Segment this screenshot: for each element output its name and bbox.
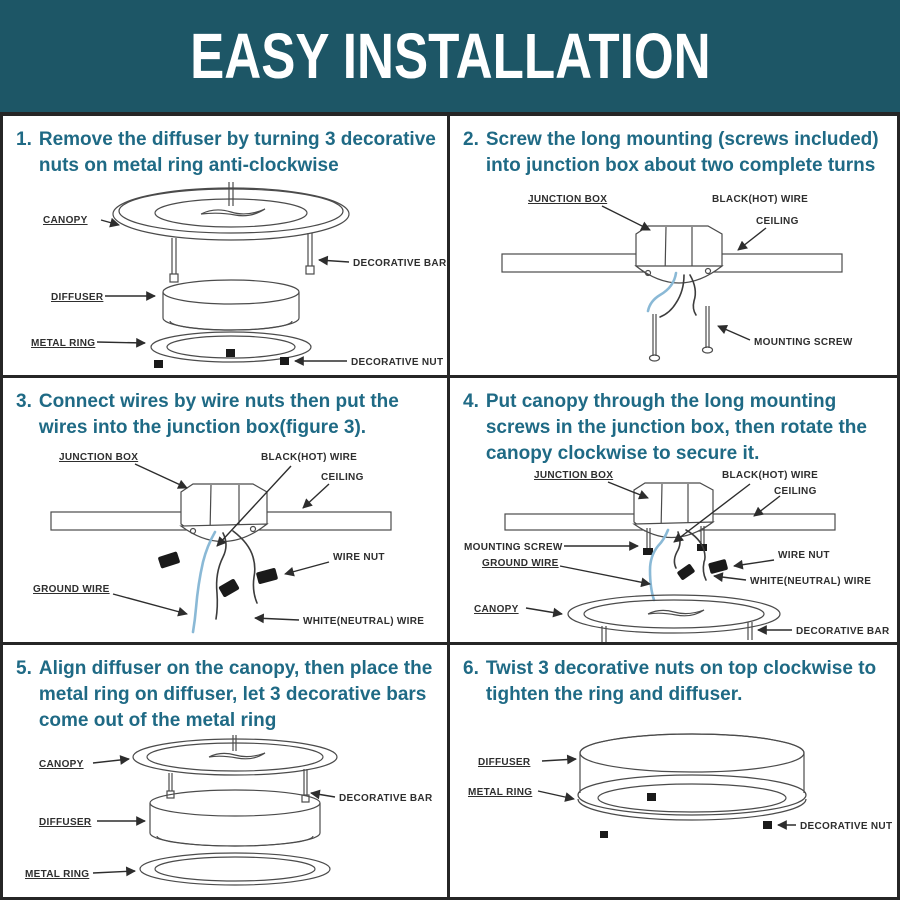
step-number: 6. xyxy=(463,658,479,679)
step2-heading xyxy=(450,116,897,179)
mounting-screw-drawing xyxy=(650,306,713,361)
mounting-screw-label: MOUNTING SCREW xyxy=(464,542,563,553)
junction-box-drawing xyxy=(181,484,267,542)
ceiling-label: CEILING xyxy=(774,486,817,497)
page-title: EASY INSTALLATION xyxy=(189,20,711,92)
metal-ring-label: METAL RING xyxy=(31,338,96,349)
wire-nut-label: WIRE NUT xyxy=(778,550,830,561)
step4-panel xyxy=(450,378,897,645)
step3-heading xyxy=(3,378,447,441)
white-wire-drawing xyxy=(233,531,257,603)
black-hot-wire-label: BLACK(HOT) WIRE xyxy=(722,470,819,481)
ceiling-label: CEILING xyxy=(756,216,799,227)
step4-diagram xyxy=(450,466,897,644)
black-hot-wire-label: BLACK(HOT) WIRE xyxy=(712,194,809,205)
step3-panel xyxy=(3,378,450,645)
step1-heading xyxy=(3,116,447,179)
decorative-nut-shape xyxy=(226,349,235,357)
wire-nut-shape xyxy=(677,563,696,580)
step-number: 2. xyxy=(463,129,479,150)
step5-panel xyxy=(3,645,450,897)
leader-arrows xyxy=(97,220,349,361)
step6-heading xyxy=(450,645,897,708)
step6-diagram xyxy=(450,703,897,897)
step3-diagram xyxy=(3,442,447,642)
wire-nut-shape xyxy=(708,559,728,574)
step5-heading xyxy=(3,645,447,735)
decorative-nut-shape xyxy=(763,821,772,829)
junction-box-label: JUNCTION BOX xyxy=(59,452,139,463)
metal-ring-label: METAL RING xyxy=(468,787,533,798)
metal-ring-label: METAL RING xyxy=(25,869,90,880)
decorative-bar-label: DECORATIVE BAR xyxy=(796,626,890,637)
black-hot-wire-label: BLACK(HOT) WIRE xyxy=(261,452,358,463)
step-text: Align diffuser on the canopy, then place the metal ring on diffuser, let 3 decorative bars come out of the metal ring xyxy=(38,658,433,732)
wire-nut-shape xyxy=(218,578,240,597)
step-number: 3. xyxy=(16,391,32,412)
step6-panel xyxy=(450,645,897,897)
decorative-nut-shape xyxy=(600,831,608,838)
decorative-bar-label: DECORATIVE BAR xyxy=(353,258,447,269)
step-text: Remove the diffuser by turning 3 decorative nuts on metal ring anti-clockwise xyxy=(38,129,436,177)
step2-diagram xyxy=(450,176,897,372)
ground-wire-drawing xyxy=(193,532,215,632)
mounting-screw-label: MOUNTING SCREW xyxy=(754,337,853,348)
step1-diagram xyxy=(3,176,447,368)
wire-nut-shape xyxy=(158,551,181,569)
decorative-nut-shape xyxy=(280,357,289,365)
steps-grid xyxy=(0,112,900,900)
junction-box-label: JUNCTION BOX xyxy=(528,194,608,205)
step-text: Connect wires by wire nuts then put the wires into the junction box(figure 3). xyxy=(38,391,399,439)
canopy-label: CANOPY xyxy=(43,215,88,226)
step-number: 1. xyxy=(16,129,32,150)
junction-box-drawing xyxy=(636,226,722,283)
white-neutral-wire-label: WHITE(NEUTRAL) WIRE xyxy=(750,576,872,587)
diffuser-drawing xyxy=(163,280,299,330)
diffuser-label: DIFFUSER xyxy=(478,757,531,768)
step1-panel xyxy=(3,116,450,378)
wire-nut-shape xyxy=(256,568,278,585)
step-text: Put canopy through the long mounting screws in the junction box, then rotate the canopy clockwise to secure it. xyxy=(485,391,867,465)
canopy-drawing xyxy=(568,595,780,642)
step-number: 5. xyxy=(16,658,32,679)
assembled-fixture-drawing xyxy=(578,734,806,820)
diffuser-drawing xyxy=(150,790,320,846)
decorative-nut-shape xyxy=(154,360,163,368)
step5-diagram xyxy=(3,731,447,897)
canopy-drawing xyxy=(113,182,349,282)
step2-panel xyxy=(450,116,897,378)
decorative-nut-label: DECORATIVE NUT xyxy=(351,357,444,368)
decorative-nut-shape xyxy=(647,793,656,801)
ground-wire-label: GROUND WIRE xyxy=(482,558,559,569)
white-neutral-wire-label: WHITE(NEUTRAL) WIRE xyxy=(303,616,425,627)
decorative-bar-label: DECORATIVE BAR xyxy=(339,793,433,804)
diffuser-label: DIFFUSER xyxy=(39,817,92,828)
metal-ring-drawing xyxy=(140,853,330,885)
ceiling-label: CEILING xyxy=(321,472,364,483)
step-text: Twist 3 decorative nuts on top clockwise to tighten the ring and diffuser. xyxy=(485,658,877,706)
header-banner xyxy=(0,0,900,112)
junction-box-label: JUNCTION BOX xyxy=(534,470,614,481)
diffuser-label: DIFFUSER xyxy=(51,292,104,303)
canopy-label: CANOPY xyxy=(39,759,84,770)
canopy-label: CANOPY xyxy=(474,604,519,615)
ground-wire-drawing xyxy=(650,530,668,600)
step-number: 4. xyxy=(463,391,479,412)
canopy-drawing xyxy=(133,735,337,802)
step4-heading xyxy=(450,378,897,468)
decorative-nut-label: DECORATIVE NUT xyxy=(800,821,893,832)
step-text: Screw the long mounting (screws included) into junction box about two complete turns xyxy=(485,129,879,177)
wire-nut-label: WIRE NUT xyxy=(333,552,385,563)
ground-wire-label: GROUND WIRE xyxy=(33,584,110,595)
